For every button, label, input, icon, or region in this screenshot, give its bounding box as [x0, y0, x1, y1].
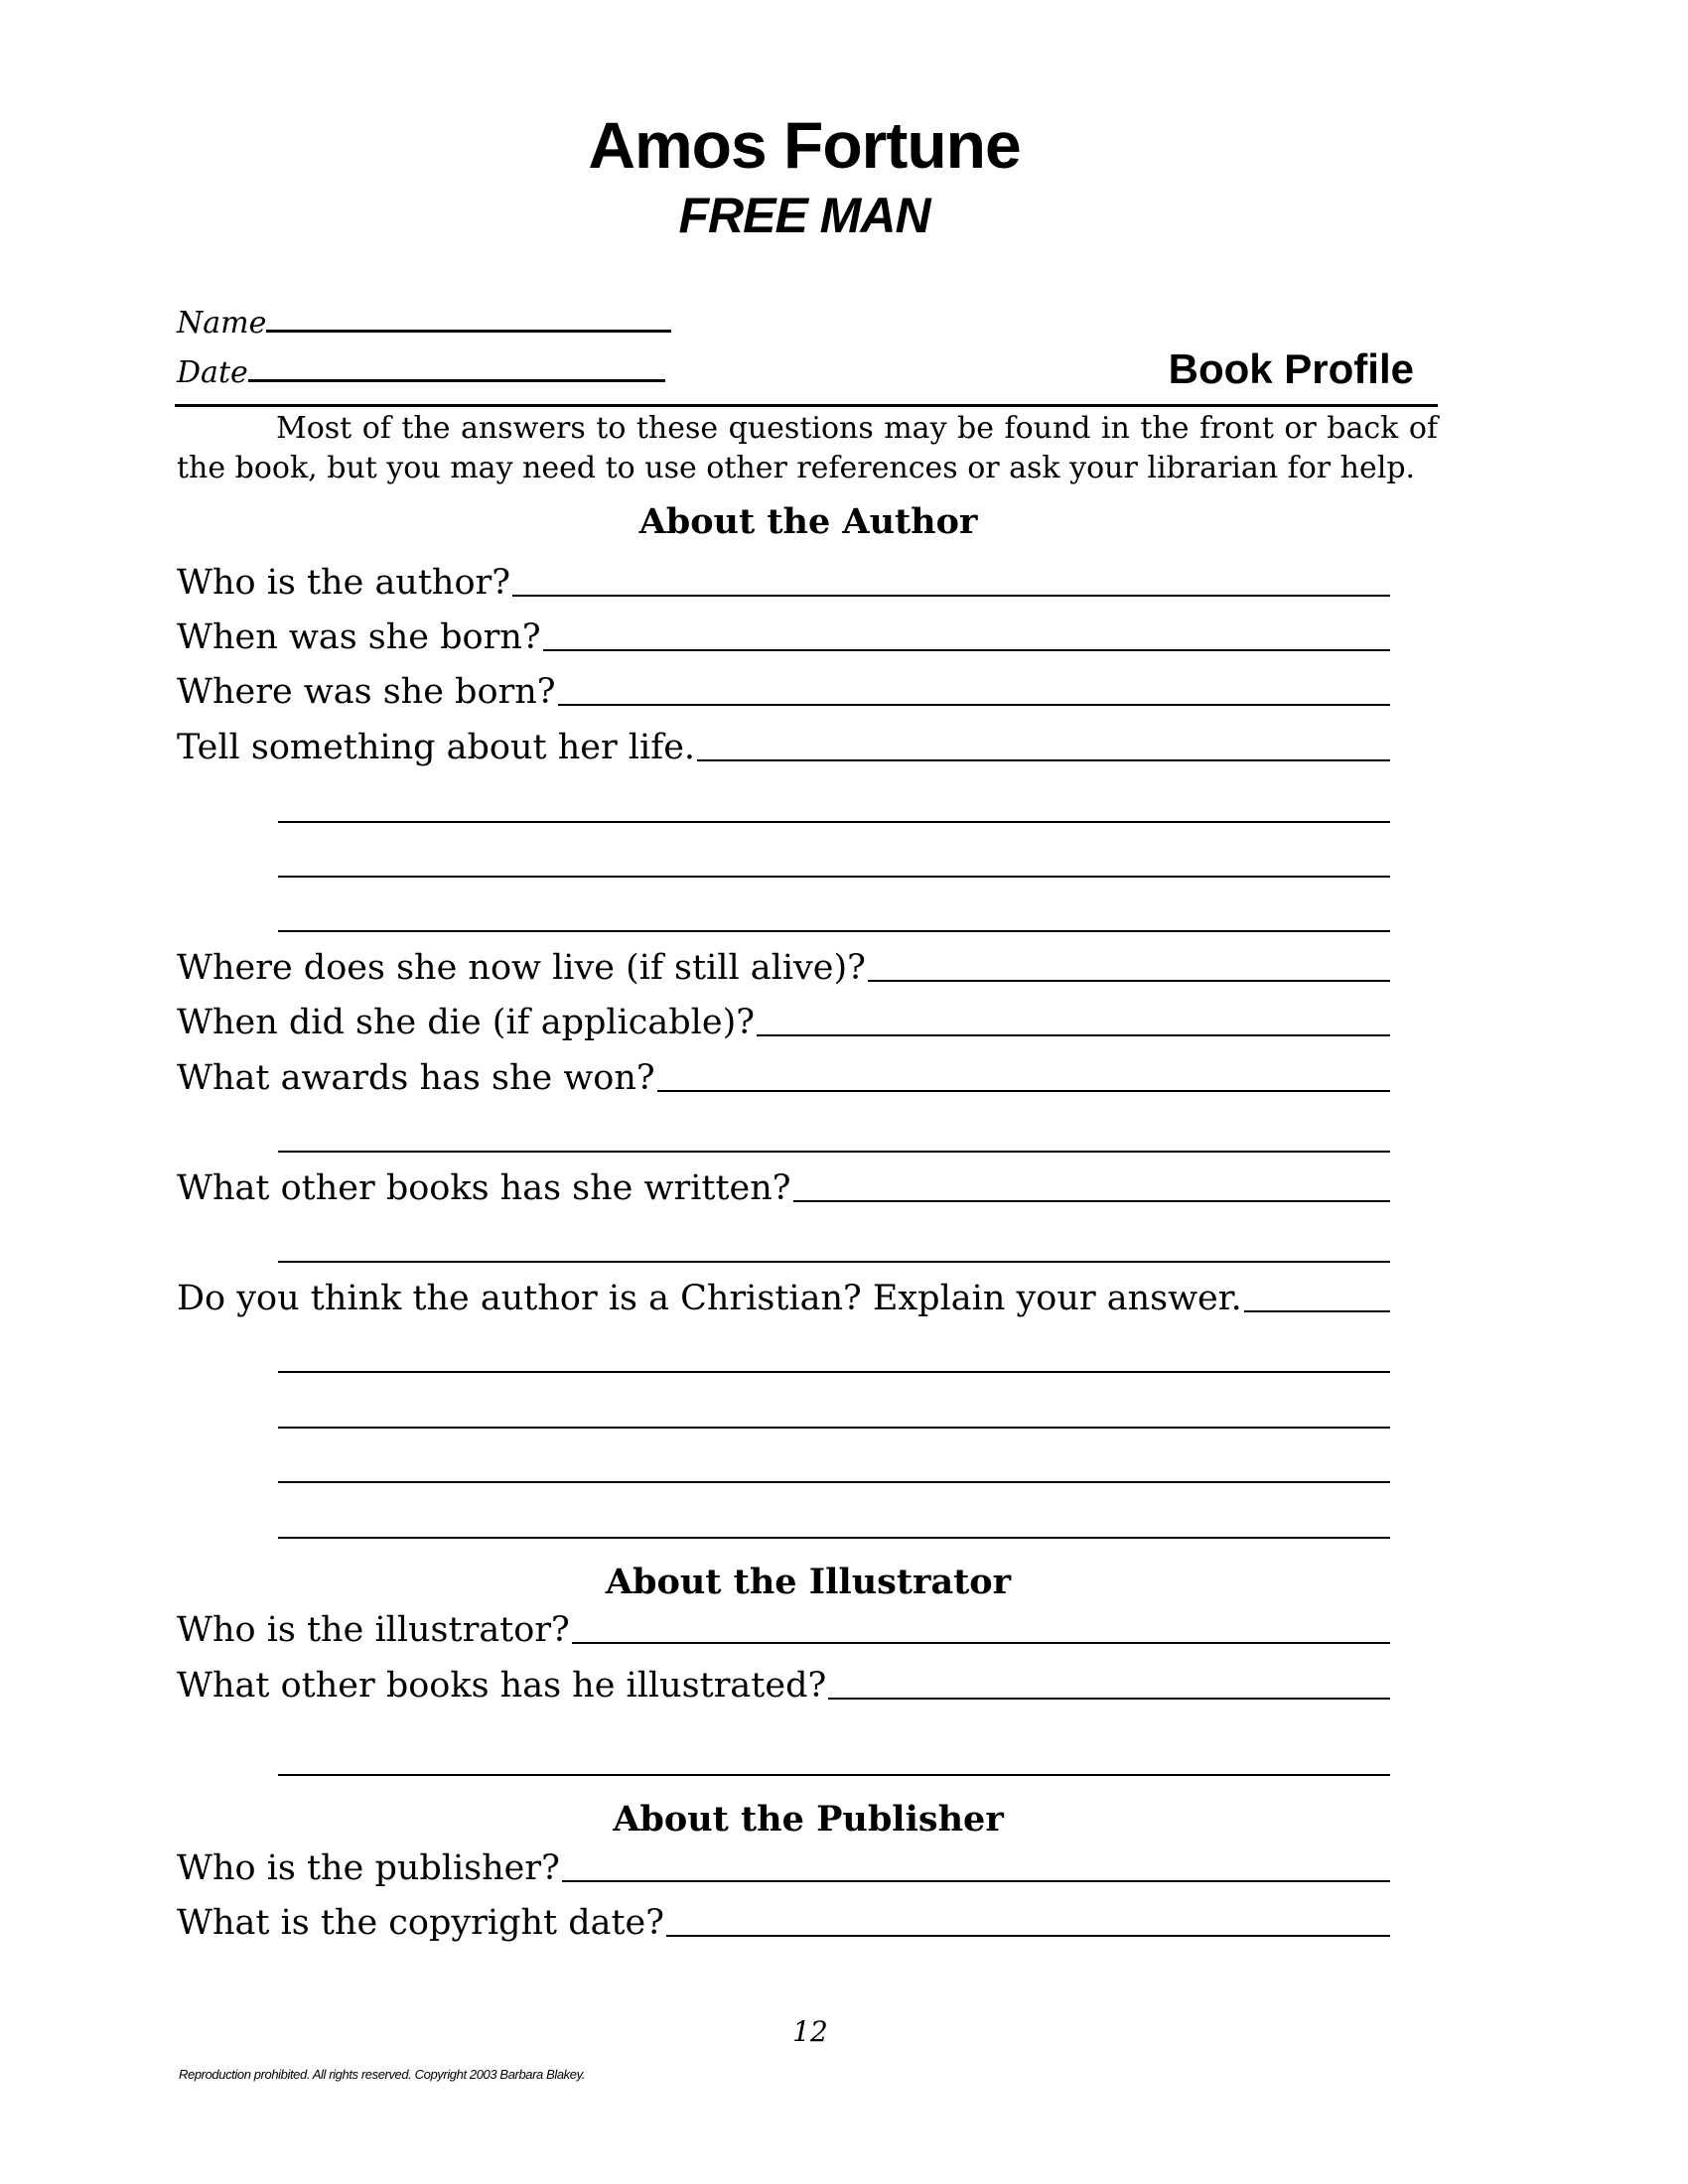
answer-line[interactable] — [278, 1151, 1390, 1153]
question-publisher: Who is the publisher? — [177, 1846, 1390, 1890]
answer-line[interactable] — [278, 1371, 1390, 1373]
section-heading-illustrator: About the Illustrator — [605, 1562, 1012, 1602]
name-line[interactable] — [266, 330, 671, 333]
answer-line[interactable] — [278, 1261, 1390, 1263]
question-other-books: What other books has she written? — [177, 1166, 1390, 1210]
header-divider — [175, 404, 1438, 407]
question-illustrator: Who is the illustrator? — [177, 1608, 1390, 1652]
answer-line[interactable] — [868, 979, 1390, 982]
question-illustrated-books: What other books has he illustrated? — [177, 1664, 1390, 1707]
answer-line[interactable] — [793, 1199, 1390, 1202]
question-author: Who is the author? — [177, 561, 1390, 605]
intro-text: Most of the answers to these questions may be found in the front or back of the book, but you may need to use other references or ask your librarian for help. — [177, 411, 1438, 485]
book-profile-label: Book Profile — [1168, 345, 1414, 392]
question-copyright: What is the copyright date? — [177, 1901, 1390, 1945]
answer-line[interactable] — [558, 703, 1390, 706]
copyright-footer: Reproduction prohibited. All rights reserved. Copyright 2003 Barbara Blakey. — [179, 2067, 585, 2082]
answer-line[interactable] — [278, 930, 1390, 932]
date-label: Date — [177, 355, 248, 390]
page-subtitle: FREE MAN — [678, 188, 930, 243]
page-number: 12 — [792, 2015, 828, 2048]
answer-line[interactable] — [278, 1774, 1390, 1776]
page-title: Amos Fortune — [588, 108, 1021, 182]
answer-line[interactable] — [657, 1089, 1390, 1092]
date-line[interactable] — [248, 379, 665, 382]
answer-line[interactable] — [572, 1641, 1390, 1644]
answer-line[interactable] — [512, 594, 1390, 597]
answer-line[interactable] — [828, 1697, 1390, 1700]
question-lives: Where does she now live (if still alive)? — [177, 946, 1390, 990]
answer-line[interactable] — [278, 876, 1390, 878]
name-field — [177, 306, 671, 341]
answer-line[interactable] — [666, 1934, 1390, 1937]
answer-line[interactable] — [278, 821, 1390, 823]
answer-line[interactable] — [278, 1427, 1390, 1429]
question-born-when: When was she born? — [177, 615, 1390, 659]
name-label: Name — [177, 306, 267, 341]
answer-line[interactable] — [543, 648, 1390, 651]
answer-line[interactable] — [757, 1033, 1390, 1036]
question-born-where: Where was she born? — [177, 670, 1390, 714]
answer-line[interactable] — [697, 758, 1390, 761]
section-heading-publisher: About the Publisher — [613, 1799, 1004, 1840]
answer-line[interactable] — [278, 1537, 1390, 1539]
section-heading-author: About the Author — [638, 501, 978, 542]
answer-line[interactable] — [278, 1481, 1390, 1483]
question-awards: What awards has she won? — [177, 1056, 1390, 1100]
answer-line[interactable] — [1244, 1309, 1390, 1312]
question-life: Tell something about her life. — [177, 726, 1390, 769]
question-died: When did she die (if applicable)? — [177, 1001, 1390, 1044]
answer-line[interactable] — [562, 1879, 1390, 1882]
question-christian: Do you think the author is a Christian? Explain your answer. — [177, 1277, 1390, 1320]
date-field — [177, 355, 665, 390]
